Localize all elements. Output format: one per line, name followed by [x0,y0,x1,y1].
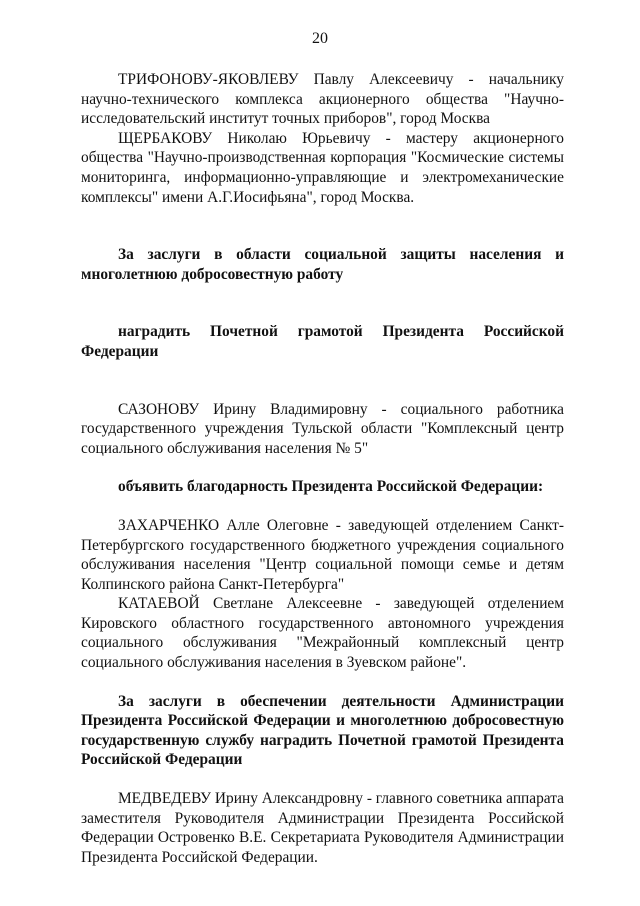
spacer [81,362,564,381]
award-entry-shcherbakov: ЩЕРБАКОВУ Николаю Юрьевичу - мастеру акционерного общества "Научно-производственная корпорация "Космические системы мониторинга, информационно-управляющие и электромеханические комплексы" имени А.Г.Иосифьяна", город Москва. [81,129,564,206]
spacer [81,381,564,400]
document-body [81,70,564,867]
spacer [81,207,564,226]
spacer [81,303,564,322]
page-number: 20 [312,30,328,47]
award-directive-certificate: наградить Почетной грамотой Президента Российской Федерации [81,323,564,360]
spacer [81,770,564,789]
award-directive-gratitude: объявить благодарность Президента Российской Федерации: [118,478,544,496]
spacer [81,673,564,692]
spacer [81,226,564,245]
section-heading-administration: За заслуги в обеспечении деятельности Администрации Президента Российской Федерации и многолетнюю добросовестную государственную службу наградить Почетной грамотой Президента Российской Федерации [81,692,564,769]
award-entry-medvedeva: МЕДВЕДЕВУ Ирину Александровну - главного советника аппарата заместителя Руководителя Администрации Президента Российской Федерации Островенко В.Е. Секретариата Руководителя Администрации Президента Российской Федерации. [81,790,564,866]
section-heading-social-protection: За заслуги в области социальной защиты населения и многолетнюю добросовестную работу [81,246,564,283]
spacer [81,284,564,303]
award-entry-trifonov-yakovlev: ТРИФОНОВУ-ЯКОВЛЕВУ Павлу Алексеевичу - начальнику научно-технического комплекса акционерного общества "Научно-исследовательский институт точных приборов", город Москва [81,71,564,128]
award-entry-sazonova: САЗОНОВУ Ирину Владимировну - социального работника государственного учреждения Тульской области "Комплексный центр социального обслуживания населения № 5" [81,400,564,457]
award-entry-kataeva: КАТАЕВОЙ Светлане Алексеевне - заведующей отделением Кировского областного государственного автономного учреждения социального обслуживания "Межрайонный комплексный центр социального обслуживания населения в Зуевском районе". [81,595,564,672]
award-entry-zakharchenko: ЗАХАРЧЕНКО Алле Олеговне - заведующей отделением Санкт-Петербургского государственного бюджетного учреждения социального обслуживания населения "Центр социальной помощи семье и детям Колпинского района Санкт-Петербурга" [81,516,564,593]
spacer [81,497,564,516]
spacer [81,458,564,477]
